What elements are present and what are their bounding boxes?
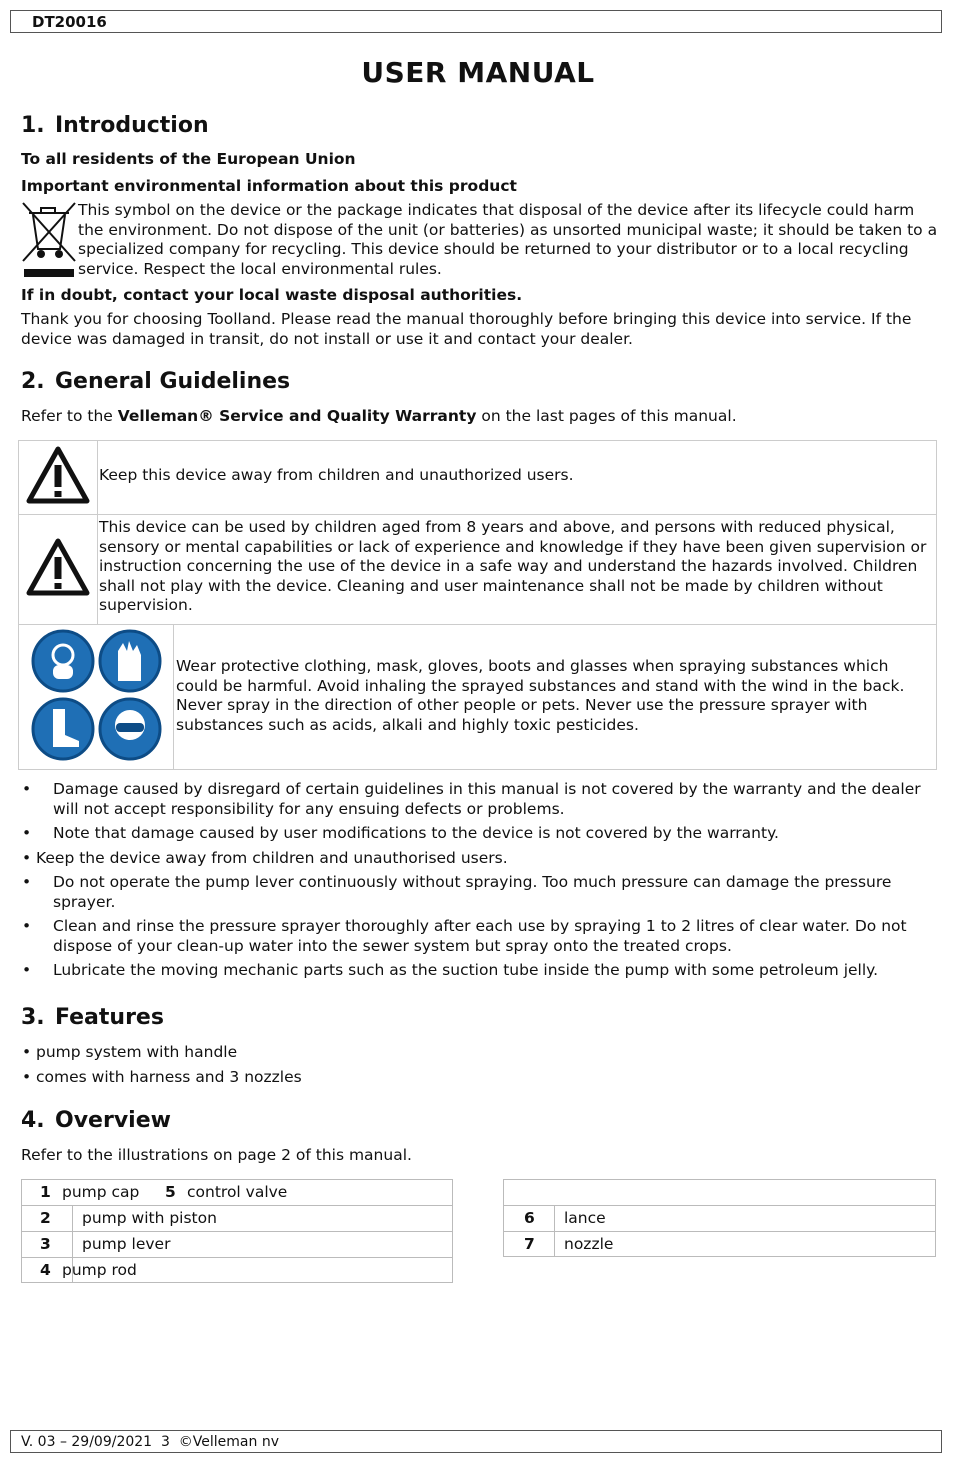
warranty-name: Velleman® Service and Quality Warranty [117,407,477,425]
doubt-line: If in doubt, contact your local waste disposal authorities. [21,286,523,304]
section-features-heading: 3. Features [21,1005,164,1030]
guidelines-bullets [0,780,930,986]
list-item: • Note that damage caused by user modifications to the device is not covered by the warranty. [22,824,779,842]
weee-bin-icon [21,199,77,285]
thanks-paragraph: Thank you for choosing Toolland. Please read the manual thoroughly before bringing this device into service. If the device was damaged in transit, do not install or use it and contact your dealer. [21,310,912,348]
table-row [504,1180,935,1206]
table-row: 3 pump lever [22,1232,452,1258]
overview-table-left [21,1179,453,1283]
table-row: 4 pump rod [40,1261,137,1279]
page-title: USER MANUAL [361,56,595,89]
warning-row [19,515,936,625]
list-item: • Keep the device away from children and unauthorised users. [22,848,508,867]
weee-text: This symbol on the device or the package indicates that disposal of the device after its lifecycle could harm the environment. Do not dispose of the unit (or batteries) as unsorted municipal waste; it should be taken to a specialized company for recycling. This device should be returned to your distributor or to a local recycling service. Respect the local environmental rules. [78,201,938,278]
section-guidelines-heading: 2. General Guidelines [21,369,291,394]
list-item: • Clean and rinse the pressure sprayer thoroughly after each use by spraying 1 to 2 litres of clear water. Do not dispose of your clean-up water into the sewer system but spray onto the treated crops. [22,917,907,955]
warning-icon [19,515,98,624]
overview-intro: Refer to the illustrations on page 2 of this manual. [21,1146,412,1164]
list-item: • comes with harness and 3 nozzles [22,1067,302,1086]
warnings-table [18,440,937,770]
gloves-icon [100,631,160,691]
list-item: • Lubricate the moving mechanic parts such as the suction tube inside the pump with some petroleum jelly. [22,961,879,979]
goggles-icon [100,699,160,759]
list-item: • Damage caused by disregard of certain guidelines in this manual is not covered by the warranty and the dealer will not accept responsibility for any ensuing defects or problems. [22,780,921,818]
table-row: 1 pump cap 5 control valve [22,1180,452,1206]
section-overview-heading: 4. Overview [21,1108,171,1133]
env-info-line: Important environmental information about this product [21,177,517,195]
ppe-icons [19,625,174,769]
mask-icon [33,631,93,691]
list-item: • Do not operate the pump lever continuously without spraying. Too much pressure can damage the pressure sprayer. [22,873,892,911]
boots-icon [33,699,93,759]
table-row: 2 pump with piston [22,1206,452,1232]
warning-text: Keep this device away from children and unauthorized users. [99,466,574,484]
table-row: 6 lance [504,1206,935,1232]
list-item: • pump system with handle [22,1043,238,1061]
features-list [0,1043,930,1092]
warning-row [19,625,936,769]
warning-text: This device can be used by children aged from 8 years and above, and persons with reduced physical, sensory or mental capabilities or lack of experience and knowledge if they have been given supervision or instruction concerning the use of the device in a safe way and understand the hazards involved. Children shall not play with the device. Cleaning and user maintenance shall not be made by children without supervision. [99,518,927,614]
footer-text: V. 03 – 29/09/2021 3 ©Velleman nv [21,1434,279,1450]
eu-residents-line: To all residents of the European Union [21,150,356,168]
warranty-reference: Refer to the Velleman® Service and Quality Warranty on the last pages of this manual. [21,407,737,425]
footer-bar [10,1430,942,1453]
header-bar [10,10,942,33]
doc-id: DT20016 [32,13,107,31]
table-row: 7 nozzle [524,1235,614,1253]
warning-row [19,441,936,515]
warning-icon [19,441,98,514]
warning-text: Wear protective clothing, mask, gloves, boots and glasses when spraying substances which could be harmful. Avoid inhaling the sprayed substances and stand with the wind in the back. Never spray in the direction of other people or pets. Never use the pressure sprayer with substances such as acids, alkali and highly toxic pesticides. [176,657,905,734]
section-introduction-heading: 1. Introduction [21,113,209,138]
overview-table-right [503,1179,936,1257]
